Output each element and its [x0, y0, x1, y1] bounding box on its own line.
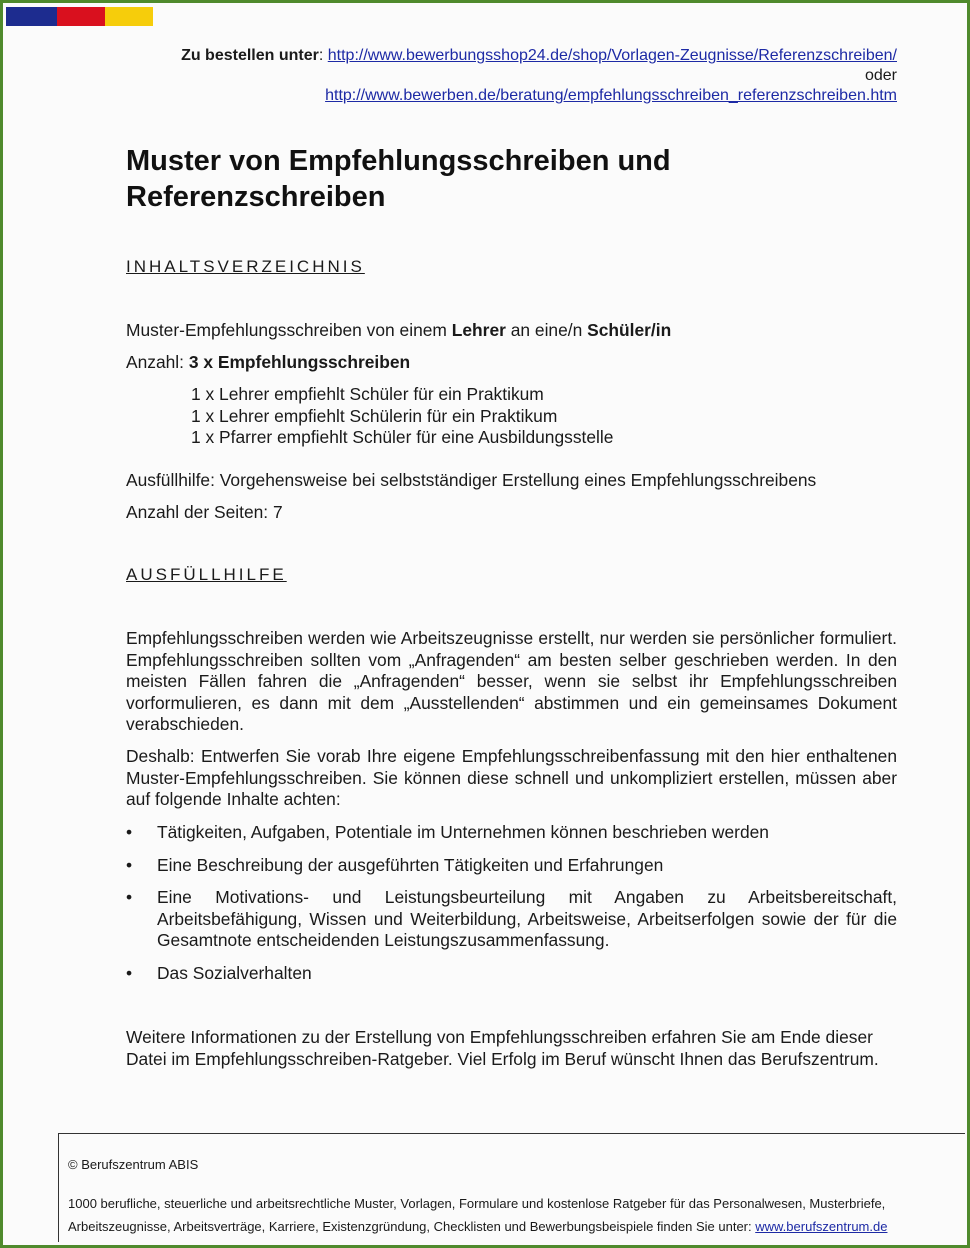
toc-help-text: Ausfüllhilfe: Vorgehensweise bei selbstständiger Erstellung eines Empfehlungsschreibens [126, 470, 817, 490]
toc-item: 1 x Pfarrer empfiehlt Schüler für eine Ausbildungsstelle [191, 427, 614, 448]
bullet-item: • Eine Motivations- und Leistungsbeurteilung mit Angaben zu Arbeitsbereitschaft, Arbeitsbefähigung, Wissen und Weiterbildung, Arbeitsweise, Arbeitserfolgen sowie der für die Gesamtnote entscheidenden Leistungszusammenfassung. [126, 887, 897, 952]
footer-copyright: © Berufszentrum ABIS [68, 1157, 199, 1172]
document-title [126, 143, 897, 215]
toc-pages-text: Anzahl der Seiten: 7 [126, 502, 283, 522]
toc-intro-a: Muster-Empfehlungsschreiben von einem [126, 320, 452, 340]
bullet-item: • Tätigkeiten, Aufgaben, Potentiale im Unternehmen können beschrieben werden [126, 822, 897, 844]
order-info [181, 46, 897, 106]
content-bullet-list [126, 822, 897, 985]
footer-box [58, 1133, 965, 1242]
or-text: oder [864, 67, 897, 84]
shop-link[interactable]: http://www.bewerbungsshop24.de/shop/Vorlagen-Zeugnisse/Referenzschreiben/ [327, 47, 897, 64]
toc-intro-c: an eine/n [505, 320, 588, 340]
order-separator: : [318, 47, 328, 64]
bullet-item: • Das Sozialverhalten [126, 963, 897, 985]
help-heading-text: AUSFÜLLHILFE [126, 565, 287, 584]
footer-line-2-text: Arbeitszeugnisse, Arbeitsverträge, Karriere, Existenzgründung, Checklisten und Bewerbungsbeispiele finden Sie unter: [68, 1219, 756, 1234]
help-para-2 [126, 746, 897, 811]
title-line-2: Referenzschreiben [126, 181, 386, 213]
toc-items [126, 384, 897, 449]
toc-count-value: 3 x Empfehlungsschreiben [188, 352, 411, 372]
toc-pages-line [126, 502, 897, 524]
closing-paragraph [126, 1027, 897, 1070]
flag-stripe-yellow [105, 7, 153, 26]
toc-intro [126, 320, 897, 342]
flag-stripe-blue [6, 7, 57, 26]
help-heading [126, 565, 897, 585]
toc-count [126, 352, 897, 374]
toc-count-label: Anzahl: [126, 352, 189, 372]
berufszentrum-link[interactable]: www.berufszentrum.de [755, 1219, 888, 1234]
order-prefix: Zu bestellen unter [181, 47, 319, 64]
toc-heading [126, 257, 897, 277]
help-para-2-text: Deshalb: Entwerfen Sie vorab Ihre eigene Empfehlungsschreibenfassung mit den hier enthaltenen Muster-Empfehlungsschreiben. Sie können diese schnell und unkompliziert erstellen, müssen aber auf folgende Inhalte achten: [126, 746, 897, 810]
closing-text: Weitere Informationen zu der Erstellung von Empfehlungsschreiben erfahren Sie am Ende dieser Datei im Empfehlungsschreiben-Ratgeber. Viel Erfolg im Beruf wünscht Ihnen das Berufszentrum. [126, 1027, 879, 1069]
title-line-1: Muster von Empfehlungsschreiben und [126, 145, 671, 177]
toc-heading-text: INHALTSVERZEICHNIS [126, 257, 365, 276]
toc-item: 1 x Lehrer empfiehlt Schüler für ein Praktikum [191, 384, 544, 404]
toc-help-line [126, 470, 897, 492]
bewerben-link[interactable]: http://www.bewerben.de/beratung/empfehlungsschreiben_referenzschreiben.htm [325, 87, 897, 104]
flag-stripe-red [57, 7, 105, 26]
footer-line-1: 1000 berufliche, steuerliche und arbeitsrechtliche Muster, Vorlagen, Formulare und kostenlose Ratgeber für das Personalwesen, Musterbriefe, [68, 1196, 886, 1211]
toc-intro-b: Lehrer [451, 320, 506, 340]
toc-item: 1 x Lehrer empfiehlt Schülerin für ein Praktikum [191, 405, 558, 426]
help-para-1-text: Empfehlungsschreiben werden wie Arbeitszeugnisse erstellt, nur werden sie persönlicher formuliert. Empfehlungsschreiben sollten vom „Anfragenden“ am besten selber geschrieben werden. In den meisten Fällen fahren die „Anfragenden“ besser, wenn sie selbst ihr Empfehlungsschreiben vorformulieren, es dann mit dem „Ausstellenden“ abstimmen und ein gemeinsames Dokument verabschieden. [126, 628, 897, 735]
bullet-item: • Eine Beschreibung der ausgeführten Tätigkeiten und Erfahrungen [126, 855, 897, 877]
toc-intro-d: Schüler/in [587, 320, 672, 340]
help-para-1 [126, 628, 897, 736]
footer-line-2 [68, 1219, 887, 1234]
